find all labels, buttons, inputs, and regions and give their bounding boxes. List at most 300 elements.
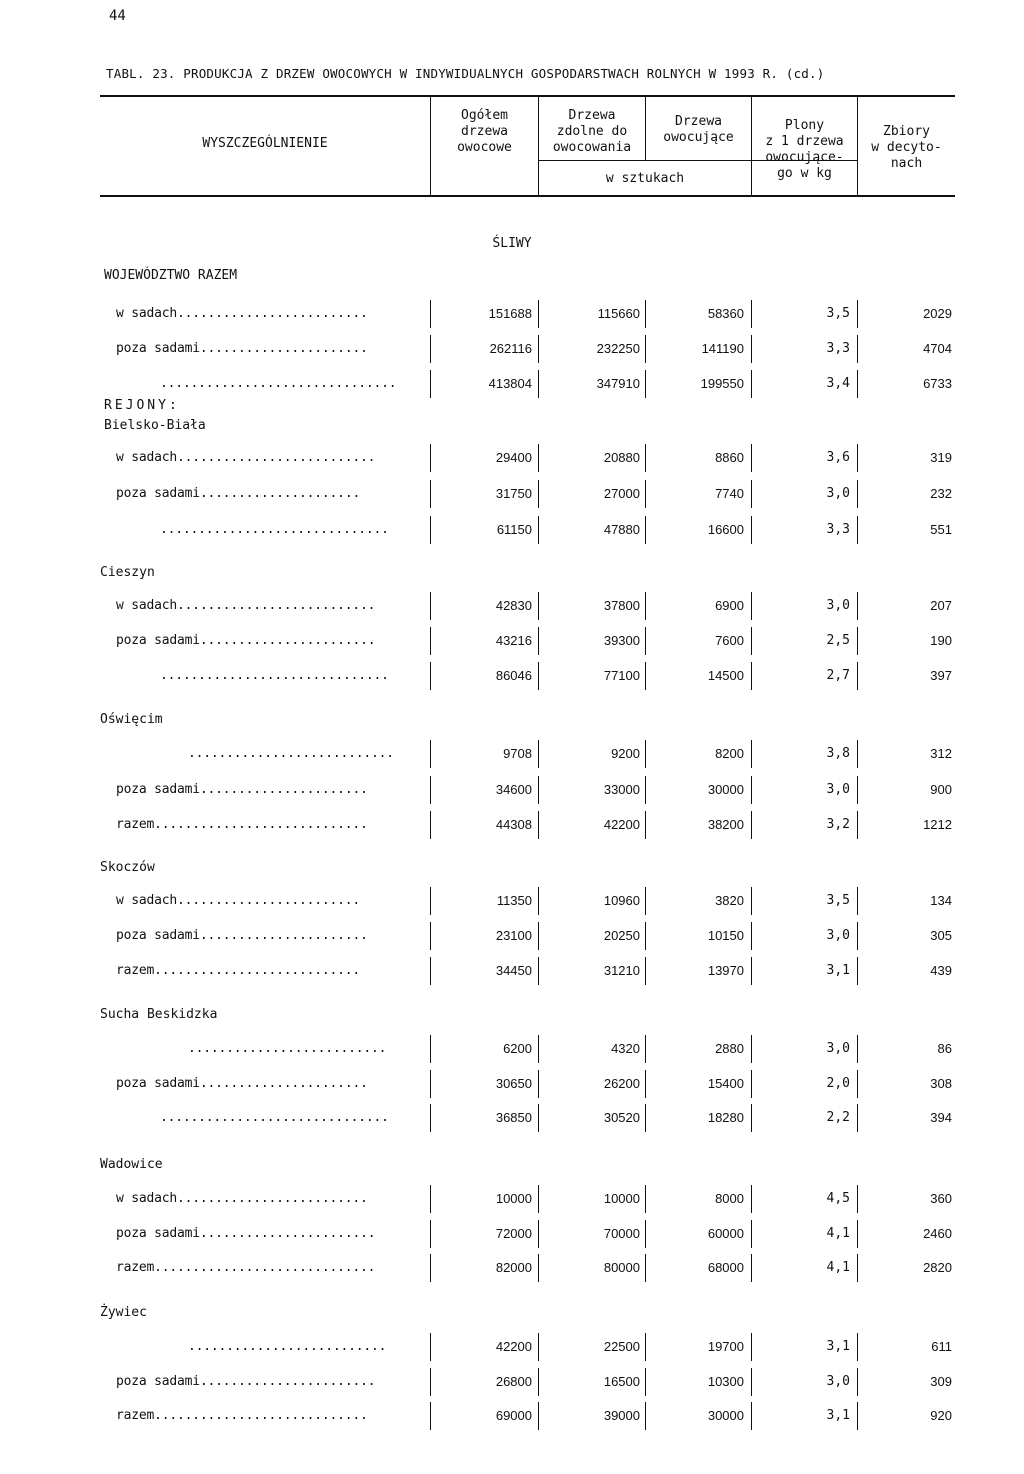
column-separator	[538, 957, 539, 985]
column-separator	[645, 1220, 646, 1248]
table-cell: 30520	[603, 1110, 640, 1125]
table-cell: 10000	[603, 1191, 640, 1206]
page-number: 44	[109, 8, 126, 24]
column-separator	[645, 592, 646, 620]
row-label-text: w sadach	[116, 893, 178, 908]
column-separator	[538, 662, 539, 690]
row-leader-dots: ........................	[177, 893, 361, 908]
table-cell: 3,4	[826, 376, 850, 391]
column-separator	[857, 1333, 858, 1361]
table-cell: 39000	[603, 1408, 640, 1423]
row-label	[188, 746, 418, 761]
table-cell: 397	[930, 668, 952, 683]
column-separator	[430, 1254, 431, 1282]
column-separator	[430, 662, 431, 690]
table-cell: 38200	[707, 817, 744, 832]
row-label-text: w sadach	[116, 598, 178, 613]
header-col1-line: drzewa	[461, 124, 508, 139]
table-cell: 360	[930, 1191, 952, 1206]
table-cell: 4,1	[826, 1226, 850, 1241]
row-leader-dots: ......................	[199, 928, 368, 943]
row-leader-dots: ......................	[199, 1076, 368, 1091]
table-cell: 207	[930, 598, 952, 613]
column-separator	[538, 480, 539, 508]
column-separator	[430, 1070, 431, 1098]
row-label-text: poza sadami	[116, 1226, 200, 1241]
column-separator	[751, 922, 752, 950]
column-separator	[430, 480, 431, 508]
column-separator	[751, 300, 752, 328]
row-leader-dots: .........................	[177, 1191, 368, 1206]
column-separator	[751, 1185, 752, 1213]
column-separator	[538, 300, 539, 328]
table-cell: 439	[930, 963, 952, 978]
table-cell: 134	[930, 893, 952, 908]
group-label: Oświęcim	[100, 712, 163, 727]
column-separator	[430, 444, 431, 472]
table-cell: 3,5	[826, 306, 850, 321]
column-separator	[645, 1333, 646, 1361]
column-separator	[751, 1402, 752, 1430]
column-separator	[857, 1368, 858, 1396]
table-cell: 8000	[715, 1191, 744, 1206]
column-separator	[751, 1254, 752, 1282]
column-separator	[645, 776, 646, 804]
row-label	[188, 1041, 418, 1056]
header-col5	[858, 124, 955, 172]
column-separator	[857, 1254, 858, 1282]
row-label-text: poza sadami	[116, 782, 200, 797]
table-cell: 15400	[707, 1076, 744, 1091]
table-cell: 7600	[715, 633, 744, 648]
table-cell: 190	[930, 633, 952, 648]
row-label-text: poza sadami	[116, 1374, 200, 1389]
column-separator	[645, 1070, 646, 1098]
row-label-text: poza sadami	[116, 633, 200, 648]
column-separator	[751, 957, 752, 985]
column-separator	[430, 776, 431, 804]
table-cell: 27000	[603, 486, 640, 501]
table-cell: 10150	[707, 928, 744, 943]
group-label: Żywiec	[100, 1305, 147, 1320]
column-separator	[857, 1402, 858, 1430]
table-cell: 3,1	[826, 1408, 850, 1423]
table-cell: 3,0	[826, 928, 850, 943]
header-stub: WYSZCZEGÓLNIENIE	[202, 136, 328, 151]
table-cell: 34600	[495, 782, 532, 797]
header-col1-line: owocowe	[457, 140, 512, 155]
column-separator	[857, 811, 858, 839]
column-separator	[751, 1104, 752, 1132]
column-separator	[645, 740, 646, 768]
column-separator	[857, 922, 858, 950]
column-separator	[857, 627, 858, 655]
header-col2-line: Drzewa	[568, 108, 616, 123]
column-separator	[538, 1254, 539, 1282]
column-separator	[430, 1220, 431, 1248]
column-separator	[538, 1333, 539, 1361]
table-cell: 232	[930, 486, 952, 501]
row-label-text: razem	[116, 817, 155, 832]
column-separator	[645, 627, 646, 655]
column-separator	[430, 1333, 431, 1361]
table-cell: 68000	[707, 1260, 744, 1275]
column-separator	[538, 370, 539, 398]
column-separator	[538, 1104, 539, 1132]
column-separator	[430, 740, 431, 768]
column-separator	[645, 370, 646, 398]
header-col5-line: w decyto-	[871, 140, 942, 155]
table-cell: 347910	[596, 376, 640, 391]
column-separator	[857, 300, 858, 328]
row-leader-dots: .....................	[199, 486, 361, 501]
column-separator	[538, 740, 539, 768]
table-cell: 42200	[603, 817, 640, 832]
row-leader-dots: ...........................	[154, 963, 361, 978]
header-col3-line: owocujące	[663, 130, 734, 145]
table-cell: 82000	[495, 1260, 532, 1275]
row-label	[116, 1260, 418, 1275]
column-separator	[430, 1185, 431, 1213]
table-cell: 305	[930, 928, 952, 943]
table-cell: 413804	[488, 376, 532, 391]
row-label-text: poza sadami	[116, 486, 200, 501]
row-label	[116, 633, 418, 648]
column-separator	[751, 740, 752, 768]
table-cell: 30000	[707, 1408, 744, 1423]
row-leader-dots: ...............................	[160, 376, 397, 391]
column-separator	[430, 922, 431, 950]
table-cell: 3820	[715, 893, 744, 908]
row-label	[116, 893, 418, 908]
column-separator	[538, 1035, 539, 1063]
row-label	[116, 817, 418, 832]
row-label	[116, 1076, 418, 1091]
table-cell: 115660	[597, 306, 640, 321]
column-separator	[751, 1220, 752, 1248]
column-separator	[538, 1368, 539, 1396]
table-cell: 312	[930, 746, 952, 761]
table-cell: 1212	[923, 817, 952, 832]
column-separator	[538, 776, 539, 804]
table-cell: 23100	[495, 928, 532, 943]
group-label: Cieszyn	[100, 565, 155, 580]
row-label-text: poza sadami	[116, 928, 200, 943]
table-cell: 319	[930, 450, 952, 465]
column-separator	[538, 592, 539, 620]
column-separator	[857, 1035, 858, 1063]
row-leader-dots: .......................	[199, 633, 376, 648]
table-cell: 3,0	[826, 1374, 850, 1389]
row-leader-dots: .......................	[199, 1226, 376, 1241]
table-cell: 3,0	[826, 598, 850, 613]
table-cell: 33000	[603, 782, 640, 797]
column-separator	[751, 1035, 752, 1063]
column-separator	[645, 887, 646, 915]
column-separator	[538, 1070, 539, 1098]
row-leader-dots: ............................	[154, 817, 368, 832]
column-separator	[645, 1368, 646, 1396]
row-label-text: razem	[116, 963, 155, 978]
column-separator	[751, 335, 752, 363]
row-leader-dots: .........................	[177, 306, 368, 321]
column-separator	[751, 516, 752, 544]
column-separator	[857, 1185, 858, 1213]
column-separator	[645, 480, 646, 508]
column-separator	[430, 300, 431, 328]
table-cell: 8860	[715, 450, 744, 465]
table-cell: 199550	[700, 376, 744, 391]
column-separator	[857, 1070, 858, 1098]
column-separator	[645, 957, 646, 985]
column-separator	[751, 887, 752, 915]
table-cell: 26800	[495, 1374, 532, 1389]
column-separator	[751, 662, 752, 690]
row-leader-dots: ......................	[199, 341, 368, 356]
row-label	[116, 963, 418, 978]
header-col5-line: nach	[890, 156, 923, 171]
column-separator	[430, 957, 431, 985]
column-separator	[857, 957, 858, 985]
column-separator	[857, 1104, 858, 1132]
column-separator	[857, 335, 858, 363]
table-cell: 86046	[495, 668, 532, 683]
row-label	[116, 1191, 418, 1206]
table-cell: 30650	[495, 1076, 532, 1091]
column-separator	[430, 1368, 431, 1396]
row-leader-dots: .......................	[199, 1374, 376, 1389]
column-separator	[538, 444, 539, 472]
column-separator	[645, 1254, 646, 1282]
header-col2-line: zdolne do	[556, 124, 628, 139]
table-cell: 4,5	[826, 1191, 850, 1206]
table-cell: 42200	[495, 1339, 532, 1354]
group-label: Skoczów	[100, 860, 155, 875]
table-cell: 9708	[503, 746, 532, 761]
table-cell: 77100	[603, 668, 640, 683]
table-cell: 22500	[603, 1339, 640, 1354]
table-cell: 920	[930, 1408, 952, 1423]
table-cell: 20880	[603, 450, 640, 465]
table-cell: 2,0	[826, 1076, 850, 1091]
column-separator	[645, 662, 646, 690]
row-label	[188, 1339, 418, 1354]
column-separator	[430, 1402, 431, 1430]
table-cell: 39300	[603, 633, 640, 648]
section-title: ŚLIWY	[492, 236, 532, 251]
header-col4	[752, 118, 857, 182]
column-separator	[645, 335, 646, 363]
header-bottom-rule	[100, 195, 955, 197]
table-cell: 2880	[715, 1041, 744, 1056]
table-cell: 42830	[495, 598, 532, 613]
table-cell: 3,0	[826, 782, 850, 797]
table-cell: 36850	[495, 1110, 532, 1125]
table-cell: 3,3	[826, 522, 850, 537]
column-separator	[857, 740, 858, 768]
column-separator	[751, 444, 752, 472]
table-cell: 29400	[495, 450, 532, 465]
column-separator	[430, 516, 431, 544]
row-leader-dots: ..............................	[160, 1110, 389, 1125]
column-separator	[857, 776, 858, 804]
group-label: WOJEWÓDZTWO RAZEM	[104, 268, 238, 283]
table-cell: 43216	[495, 633, 532, 648]
row-label-text: w sadach	[116, 450, 178, 465]
column-separator	[538, 1220, 539, 1248]
table-cell: 6200	[503, 1041, 532, 1056]
table-cell: 4320	[611, 1041, 640, 1056]
table-cell: 2,2	[826, 1110, 850, 1125]
row-label-text: w sadach	[116, 306, 178, 321]
table-cell: 44308	[495, 817, 532, 832]
row-label-text: w sadach	[116, 1191, 178, 1206]
table-cell: 19700	[707, 1339, 744, 1354]
column-separator	[857, 1220, 858, 1248]
row-label	[160, 522, 418, 537]
header-col4-line: z 1 drzewa	[765, 134, 844, 149]
table-cell: 26200	[603, 1076, 640, 1091]
header-top-rule	[100, 95, 955, 97]
table-cell: 900	[930, 782, 952, 797]
row-label	[116, 341, 418, 356]
group-label: Bielsko-Biała	[104, 418, 206, 433]
column-separator	[751, 480, 752, 508]
row-label	[116, 306, 418, 321]
column-separator	[645, 516, 646, 544]
table-cell: 2820	[923, 1260, 952, 1275]
row-leader-dots: ......................	[199, 782, 368, 797]
table-cell: 13970	[707, 963, 744, 978]
table-cell: 4704	[923, 341, 952, 356]
row-label	[116, 450, 418, 465]
table-cell: 3,3	[826, 341, 850, 356]
column-separator	[645, 1035, 646, 1063]
table-cell: 16600	[707, 522, 744, 537]
row-label	[116, 1374, 418, 1389]
header-col4-line: Plony	[784, 118, 825, 133]
column-separator	[430, 887, 431, 915]
row-label	[116, 1408, 418, 1423]
table-cell: 58360	[707, 306, 744, 321]
row-leader-dots: .............................	[154, 1260, 376, 1275]
column-separator	[538, 922, 539, 950]
row-leader-dots: ..........................	[188, 1041, 387, 1056]
column-separator	[645, 922, 646, 950]
table-cell: 611	[931, 1339, 952, 1354]
header-unit: w sztukach	[605, 171, 685, 186]
table-cell: 61150	[496, 522, 532, 537]
table-cell: 262116	[489, 341, 532, 356]
table-cell: 14500	[707, 668, 744, 683]
row-label	[160, 376, 418, 391]
table-cell: 3,6	[826, 450, 850, 465]
table-cell: 551	[930, 522, 952, 537]
table-cell: 3,1	[826, 963, 850, 978]
row-label	[116, 928, 418, 943]
table-cell: 10960	[603, 893, 640, 908]
column-separator	[751, 776, 752, 804]
table-cell: 72000	[495, 1226, 532, 1241]
table-cell: 31750	[495, 486, 532, 501]
group-label: Wadowice	[100, 1157, 163, 1172]
row-leader-dots: ..............................	[160, 668, 389, 683]
column-separator	[430, 1104, 431, 1132]
column-separator	[538, 1402, 539, 1430]
row-label	[160, 1110, 418, 1125]
table-cell: 11350	[496, 893, 532, 908]
column-separator	[751, 592, 752, 620]
column-separator	[751, 1070, 752, 1098]
row-label-text: poza sadami	[116, 1076, 200, 1091]
column-separator	[430, 811, 431, 839]
row-leader-dots: ...........................	[188, 746, 394, 761]
column-separator	[857, 662, 858, 690]
column-separator	[430, 335, 431, 363]
header-col4-line: owocujące-	[765, 150, 844, 165]
column-separator	[430, 1035, 431, 1063]
table-cell: 16500	[603, 1374, 640, 1389]
table-cell: 3,2	[826, 817, 850, 832]
column-separator	[430, 592, 431, 620]
table-cell: 86	[937, 1041, 952, 1056]
column-separator	[645, 811, 646, 839]
row-label	[116, 598, 418, 613]
table-cell: 3,0	[826, 1041, 850, 1056]
header-col5-line: Zbiory	[883, 124, 930, 139]
row-label	[116, 782, 418, 797]
header-col1-line: Ogółem	[461, 108, 508, 123]
table-cell: 31210	[603, 963, 640, 978]
table-cell: 2029	[923, 306, 952, 321]
column-separator	[538, 1185, 539, 1213]
table-cell: 2,7	[826, 668, 850, 683]
column-separator	[857, 480, 858, 508]
row-leader-dots: ..........................	[177, 598, 376, 613]
table-cell: 60000	[707, 1226, 744, 1241]
table-cell: 47880	[603, 522, 640, 537]
table-cell: 3,5	[826, 893, 850, 908]
group-label: Sucha Beskidzka	[100, 1007, 218, 1022]
row-label-text: razem	[116, 1260, 155, 1275]
table-cell: 308	[930, 1076, 952, 1091]
table-cell: 309	[930, 1374, 952, 1389]
table-cell: 69000	[495, 1408, 532, 1423]
column-separator	[645, 444, 646, 472]
column-separator	[538, 335, 539, 363]
column-separator	[430, 627, 431, 655]
table-cell: 34450	[495, 963, 532, 978]
header-col2-line: owocowania	[552, 140, 632, 155]
table-cell: 37800	[603, 598, 640, 613]
table-cell: 141190	[701, 341, 744, 356]
table-cell: 6900	[715, 598, 744, 613]
header-col3-line: Drzewa	[675, 114, 722, 129]
column-separator	[645, 1104, 646, 1132]
column-separator	[857, 887, 858, 915]
column-separator	[430, 370, 431, 398]
table-cell: 151688	[488, 306, 532, 321]
header-col4-line: go w kg	[777, 166, 832, 181]
table-title: TABL. 23. PRODUKCJA Z DRZEW OWOCOWYCH W INDYWIDUALNYCH GOSPODARSTWACH ROLNYCH W 1993 R. (cd.)	[106, 66, 825, 81]
table-cell: 20250	[603, 928, 640, 943]
column-separator	[538, 516, 539, 544]
table-cell: 10000	[495, 1191, 532, 1206]
row-leader-dots: ..........................	[177, 450, 376, 465]
column-separator	[538, 627, 539, 655]
table-cell: 10300	[707, 1374, 744, 1389]
row-leader-dots: ............................	[154, 1408, 368, 1423]
